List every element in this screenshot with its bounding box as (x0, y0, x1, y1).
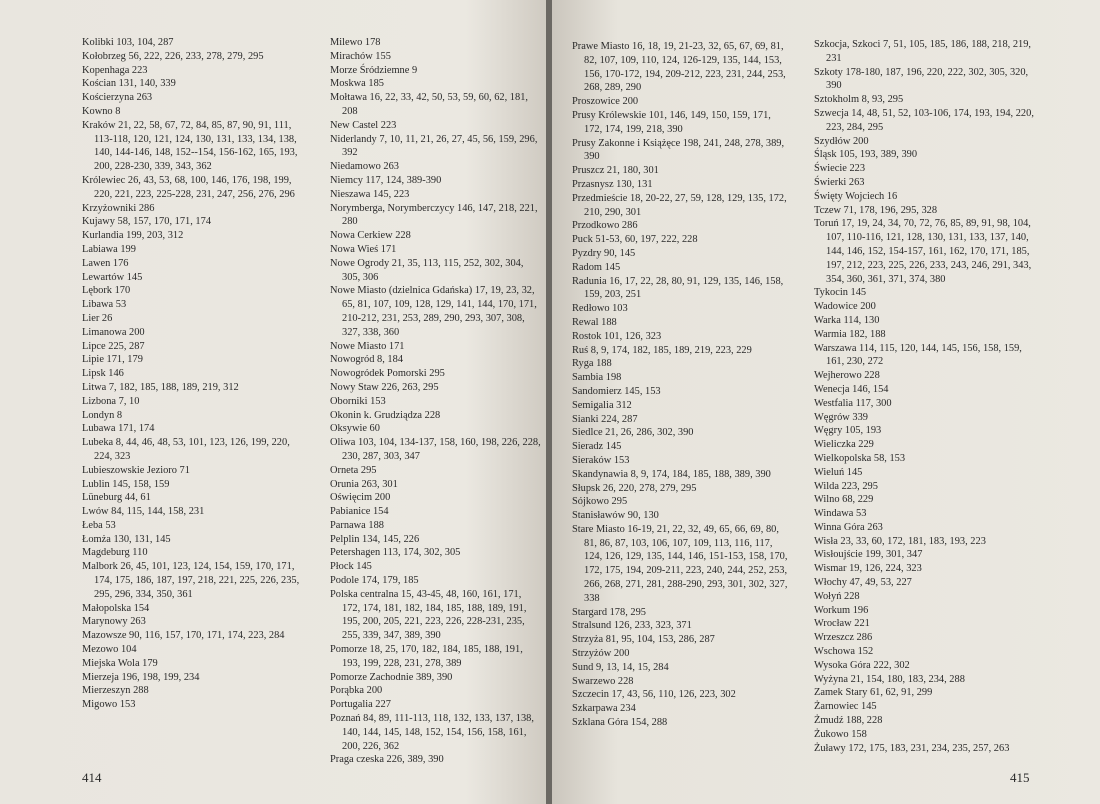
index-entry: Wieluń 145 (814, 466, 863, 478)
index-entry: Lubeka 8, 44, 46, 48, 53, 101, 123, 126, 199, 220, 224, 323 (82, 437, 290, 462)
index-entry: Wilno 68, 229 (814, 494, 874, 506)
index-entry: Wrocław 221 (814, 618, 870, 630)
index-entry: Sambia 198 (572, 372, 622, 384)
index-entry: Żmudź 188, 228 (814, 715, 883, 727)
index-entry: Stargard 178, 295 (572, 606, 646, 618)
index-entry: Pomorze 18, 25, 170, 182, 184, 185, 188, 191, 193, 199, 228, 231, 278, 389 (330, 644, 523, 669)
index-entry: Norymberga, Norymberczycy 146, 147, 218, 221, 280 (330, 202, 538, 228)
index-entry: Orunia 263, 301 (330, 478, 398, 490)
index-entry: Nowa Cerkiew 228 (330, 230, 411, 242)
index-entry: Szwecja 14, 48, 51, 52, 103-106, 174, 193, 194, 220, 223, 284, 295 (814, 107, 1034, 133)
index-entry: Węgry 105, 193 (814, 425, 882, 437)
index-entry: Szkocja, Szkoci 7, 51, 105, 185, 186, 188, 218, 219, 231 (814, 39, 1032, 64)
index-entry: Miejska Wola 179 (82, 657, 158, 669)
index-entry: Węgrów 339 (814, 411, 868, 423)
index-entry: Porąbka 200 (330, 685, 383, 697)
index-entry: Żarnowiec 145 (814, 701, 877, 713)
index-entry: Westfalia 117, 300 (814, 397, 892, 409)
index-entry: Nowogródek Pomorski 295 (330, 368, 445, 380)
index-entry: Lipie 171, 179 (82, 354, 143, 366)
index-entry: Wadowice 200 (814, 301, 876, 313)
index-entry: Żuławy 172, 175, 183, 231, 234, 235, 257, 263 (814, 742, 1010, 754)
index-entry: Pomorze Zachodnie 389, 390 (330, 671, 453, 683)
index-entry: Lipce 225, 287 (82, 340, 145, 352)
index-entry: Puck 51-53, 60, 197, 222, 228 (572, 234, 698, 246)
index-entry: Szkoty 178-180, 187, 196, 220, 222, 302, 305, 320, 390 (814, 66, 1029, 92)
index-entry: Śląsk 105, 193, 389, 390 (814, 149, 918, 161)
index-entry: Oświęcim 200 (330, 492, 391, 504)
index-entry: Lublin 145, 158, 159 (82, 478, 170, 490)
index-entry: Oliwa 103, 104, 134-137, 158, 160, 198, 226, 228, 230, 287, 303, 347 (330, 437, 541, 462)
index-entry: Windawa 53 (814, 508, 867, 520)
index-entry: Radom 145 (572, 261, 621, 273)
index-entry: Wschowa 152 (814, 646, 874, 658)
index-entry: Lubawa 171, 174 (82, 423, 155, 435)
index-entry: Rostok 101, 126, 323 (572, 330, 662, 342)
index-entry: Magdeburg 110 (82, 547, 148, 559)
index-entry: Kopenhaga 223 (82, 64, 148, 76)
index-entry: Płock 145 (330, 561, 372, 573)
index-entry: Łomża 130, 131, 145 (82, 533, 171, 545)
index-entry: Nowa Wieś 171 (330, 243, 397, 255)
index-entry: Słupsk 26, 220, 278, 279, 295 (572, 482, 697, 494)
index-entry: Wielkopolska 58, 153 (814, 452, 906, 464)
page-number-right: 415 (1010, 770, 1030, 785)
index-entry: Szczecin 17, 43, 56, 110, 126, 223, 302 (572, 689, 736, 701)
index-entry: Żukowo 158 (814, 728, 867, 740)
index-entry: Mołtawa 16, 22, 33, 42, 50, 53, 59, 60, 62, 181, 208 (330, 92, 528, 117)
index-entry: Limanowa 200 (82, 326, 145, 338)
index-entry: Wołyń 228 (814, 590, 860, 602)
index-entry: Nowe Miasto (dzielnica Gdańska) 17, 19, 23, 32, 65, 81, 107, 109, 128, 129, 141, 144, 170, 171, 210-212, 231, 253, 289, 290, 293, 307, 308, 327, 338, 360 (330, 285, 537, 338)
index-entry: Podole 174, 179, 185 (330, 575, 419, 587)
index-entry: Kościan 131, 140, 339 (82, 78, 176, 90)
index-entry: Nowe Miasto 171 (330, 340, 405, 352)
index-entry: Swarzewo 228 (572, 675, 634, 687)
index-entry: Rewal 188 (572, 316, 617, 328)
index-entry: Pyzdry 90, 145 (572, 247, 636, 259)
index-entry: Prusy Zakonne i Książęce 198, 241, 248, 278, 389, 390 (572, 137, 785, 163)
index-entry: Lwów 84, 115, 144, 158, 231 (82, 506, 205, 518)
left-column-1 (82, 36, 300, 712)
index-entry: New Castel 223 (330, 119, 397, 131)
index-entry: Święty Wojciech 16 (814, 190, 898, 202)
index-entry: Petershagen 113, 174, 302, 305 (330, 547, 461, 559)
index-entry: Portugalia 227 (330, 699, 391, 711)
index-entry: Proszowice 200 (572, 96, 639, 108)
index-entry: Kołobrzeg 56, 222, 226, 233, 278, 279, 295 (82, 50, 264, 62)
index-entry: Mierzeszyn 288 (82, 685, 149, 697)
index-entry: Warka 114, 130 (814, 314, 880, 326)
index-entry: Parnawa 188 (330, 519, 384, 531)
index-entry: Lawen 176 (82, 257, 129, 269)
index-entry: Sieraków 153 (572, 454, 630, 466)
page-number-left: 414 (82, 770, 102, 785)
index-entry: Milewo 178 (330, 37, 381, 48)
index-entry: Strzyża 81, 95, 104, 153, 286, 287 (572, 634, 715, 646)
index-entry: Kurlandia 199, 203, 312 (82, 230, 184, 242)
index-entry: Lier 26 (82, 312, 113, 324)
index-entry: Wismar 19, 126, 224, 323 (814, 563, 922, 575)
index-entry: Polska centralna 15, 43-45, 48, 160, 161, 171, 172, 174, 181, 182, 184, 185, 188, 189, 191, 195, 200, 205, 221, 223, 226, 228-231, 235, 255, 339, 347, 389, 390 (330, 588, 527, 642)
index-entry: Londyn 8 (82, 409, 123, 421)
index-entry: Sund 9, 13, 14, 15, 284 (572, 661, 669, 673)
index-entry: Przedmieście 18, 20-22, 27, 59, 128, 129, 135, 172, 210, 290, 301 (572, 192, 787, 218)
index-entry: Kościerzyna 263 (82, 92, 153, 104)
index-entry: Siedlce 21, 26, 286, 302, 390 (572, 427, 694, 439)
index-entry: Małopolska 154 (82, 602, 150, 614)
index-entry: Mierzeja 196, 198, 199, 234 (82, 671, 200, 683)
index-entry: Skandynawia 8, 9, 174, 184, 185, 188, 389, 390 (572, 468, 771, 480)
index-entry: Kraków 21, 22, 58, 67, 72, 84, 85, 87, 90, 91, 111, 113-118, 120, 121, 124, 130, 131, 133, 134, 138, 140, 144-146, 148, 152--154, 156-162, 165, 193, 200, 228-230, 339, 343, 362 (82, 119, 298, 173)
index-entry: Morze Śródziemne 9 (330, 64, 418, 76)
index-entry: Workum 196 (814, 604, 869, 616)
index-entry: Ryga 188 (572, 358, 612, 370)
index-entry: Stare Miasto 16-19, 21, 22, 32, 49, 65, 66, 69, 80, 81, 86, 87, 103, 106, 107, 109, 113, 116, 117, 124, 126, 129, 135, 144, 146, 151-153, 158, 170, 172, 175, 194, 209-211, 223, 240, 244, 252, 253, 266, 268, 271, 281, 288-290, 293, 301, 302, 327, 338 (572, 523, 788, 604)
index-entry: Moskwa 185 (330, 78, 384, 90)
index-entry: Prusy Królewskie 101, 146, 149, 150, 159, 171, 172, 174, 199, 218, 390 (572, 109, 771, 135)
right-page (552, 0, 1100, 804)
index-entry: Orneta 295 (330, 464, 377, 476)
index-entry: Sójkowo 295 (572, 496, 628, 508)
index-entry: Lubieszowskie Jezioro 71 (82, 464, 190, 476)
index-entry: Świecie 223 (814, 163, 866, 175)
index-entry: Niedamowo 263 (330, 161, 399, 173)
index-entry: Przasnysz 130, 131 (572, 178, 653, 190)
index-entry: Mezowo 104 (82, 644, 137, 656)
index-entry: Tykocin 145 (814, 287, 867, 299)
index-entry: Łeba 53 (82, 519, 116, 531)
index-entry: Lipsk 146 (82, 368, 124, 380)
index-entry: Wisła 23, 33, 60, 172, 181, 183, 193, 223 (814, 535, 986, 547)
index-entry: Sztokholm 8, 93, 295 (814, 94, 904, 106)
index-entry: Mazowsze 90, 116, 157, 170, 171, 174, 223, 284 (82, 630, 285, 642)
index-entry: Krzyżowniki 286 (82, 202, 155, 214)
index-entry: Włochy 47, 49, 53, 227 (814, 577, 912, 589)
left-page (0, 0, 548, 804)
index-entry: Niemcy 117, 124, 389-390 (330, 174, 442, 186)
index-entry: Winna Góra 263 (814, 521, 883, 533)
index-entry: Szkarpawa 234 (572, 703, 636, 715)
right-column-2 (814, 38, 1036, 755)
index-entry: Redłowo 103 (572, 303, 628, 315)
index-entry: Wrzeszcz 286 (814, 632, 873, 644)
index-entry: Okonin k. Grudziądza 228 (330, 409, 441, 421)
index-entry: Labiawa 199 (82, 243, 136, 255)
index-entry: Lizbona 7, 10 (82, 395, 140, 407)
index-entry: Wejherowo 228 (814, 370, 880, 382)
index-entry: Nowogród 8, 184 (330, 354, 404, 366)
index-entry: Kowno 8 (82, 105, 121, 117)
index-entry: Wysoka Góra 222, 302 (814, 659, 910, 671)
index-entry: Radunia 16, 17, 22, 28, 80, 91, 129, 135, 146, 158, 159, 203, 251 (572, 275, 784, 301)
index-entry: Kujawy 58, 157, 170, 171, 174 (82, 216, 212, 228)
index-entry: Królewiec 26, 43, 53, 68, 100, 146, 176, 198, 199, 220, 221, 223, 225-228, 231, 247, 256, 276, 296 (82, 174, 295, 200)
index-entry: Lębork 170 (82, 285, 131, 297)
index-entry: Semigalia 312 (572, 399, 632, 411)
index-entry: Warszawa 114, 115, 120, 144, 145, 156, 158, 159, 161, 230, 272 (814, 342, 1022, 368)
left-column-2 (330, 36, 542, 767)
index-entry: Tczew 71, 178, 196, 295, 328 (814, 204, 938, 216)
index-entry: Strzyżów 200 (572, 648, 630, 660)
index-entry: Sandomierz 145, 153 (572, 385, 661, 397)
index-entry: Prawe Miasto 16, 18, 19, 21-23, 32, 65, 67, 69, 81, 82, 107, 109, 110, 124, 126-129, 135, 144, 153, 156, 170-172, 194, 209-212, 223, 231, 244, 253, 268, 289, 290 (572, 41, 786, 94)
index-entry: Pelplin 134, 145, 226 (330, 533, 420, 545)
index-entry: Migowo 153 (82, 699, 136, 711)
index-entry: Stralsund 126, 233, 323, 371 (572, 620, 692, 632)
index-entry: Stanisławów 90, 130 (572, 510, 659, 522)
index-entry: Litwa 7, 182, 185, 188, 189, 219, 312 (82, 381, 239, 393)
index-entry: Oksywie 60 (330, 423, 380, 435)
index-entry: Lüneburg 44, 61 (82, 492, 151, 504)
index-entry: Toruń 17, 19, 24, 34, 70, 72, 76, 85, 89, 91, 98, 104, 107, 110-116, 121, 128, 130, 131, 133, 137, 140, 144, 146, 152, 154-157, 161, 162, 170, 171, 185, 197, 212, 223, 225, 226, 233, 243, 246, 291, 343, 354, 360, 361, 371, 374, 380 (814, 218, 1032, 285)
index-entry: Mirachów 155 (330, 50, 391, 62)
index-entry: Sieradz 145 (572, 441, 622, 453)
index-entry: Malbork 26, 45, 101, 123, 124, 154, 159, 170, 171, 174, 175, 186, 187, 197, 218, 221, 225, 226, 235, 295, 296, 334, 350, 361 (82, 561, 300, 600)
index-entry: Nowy Staw 226, 263, 295 (330, 381, 439, 393)
index-entry: Przodkowo 286 (572, 220, 638, 232)
index-entry: Wisłoujście 199, 301, 347 (814, 549, 923, 561)
index-entry: Wilda 223, 295 (814, 480, 878, 492)
index-entry: Marynowy 263 (82, 616, 146, 628)
index-entry: Wyżyna 21, 154, 180, 183, 234, 288 (814, 673, 965, 685)
index-entry: Lewartów 145 (82, 271, 143, 283)
index-entry: Świerki 263 (814, 176, 865, 188)
index-entry: Pabianice 154 (330, 506, 389, 518)
index-entry: Warmia 182, 188 (814, 328, 886, 340)
index-entry: Wieliczka 229 (814, 439, 874, 451)
right-column-1 (572, 40, 790, 730)
index-entry: Nieszawa 145, 223 (330, 188, 410, 200)
index-entry: Szydłów 200 (814, 135, 869, 147)
index-entry: Nowe Ogrody 21, 35, 113, 115, 252, 302, 304, 305, 306 (330, 257, 524, 283)
index-entry: Libawa 53 (82, 299, 127, 311)
index-entry: Poznań 84, 89, 111-113, 118, 132, 133, 137, 138, 140, 144, 145, 148, 152, 154, 156, 158, 161, 200, 226, 362 (330, 713, 534, 752)
index-entry: Praga czeska 226, 389, 390 (330, 754, 444, 766)
index-entry: Oborniki 153 (330, 395, 386, 407)
index-entry: Niderlandy 7, 10, 11, 21, 26, 27, 45, 56, 159, 296, 392 (330, 133, 538, 159)
index-entry: Sianki 224, 287 (572, 413, 638, 425)
index-entry: Wenecja 146, 154 (814, 383, 889, 395)
index-entry: Szklana Góra 154, 288 (572, 717, 668, 729)
index-entry: Ruś 8, 9, 174, 182, 185, 189, 219, 223, 229 (572, 344, 752, 356)
index-entry: Pruszcz 21, 180, 301 (572, 165, 659, 177)
index-entry: Zamek Stary 61, 62, 91, 299 (814, 687, 933, 699)
index-entry: Kolibki 103, 104, 287 (82, 37, 174, 48)
